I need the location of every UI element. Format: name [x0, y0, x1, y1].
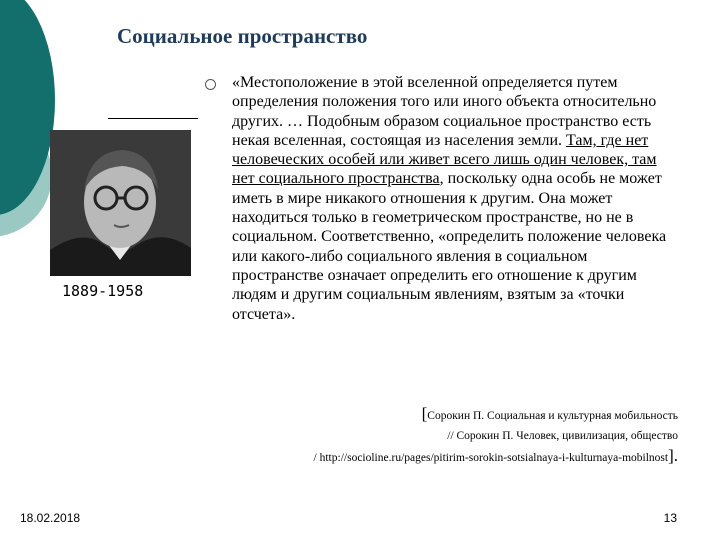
quote-part-2: , поскольку одна особь не может иметь в мире никакого отношения к другим. Она может находиться только в геометрическом пространстве, но не в социальном. Соответственно, «определить положение человека или какого-либо социального явления в социальном пространстве означает определить его отношение к другим людям и другим социальным явлениям, взятым за «точки отсчета». [232, 170, 667, 323]
citation-text-1: Сорокин П. Социальная и культурная мобильность [427, 410, 678, 422]
page-number: 13 [663, 511, 677, 525]
portrait-years: 1889-1958 [62, 282, 144, 300]
portrait-photo [50, 130, 191, 276]
citation [190, 404, 678, 468]
divider-line [108, 118, 198, 119]
quote-underlined: Там, где нет человеческих особей или живет всего лишь один человек, там нет социального пространства [232, 131, 657, 188]
citation-link: / http://socioline.ru/pages/pitirim-sorokin-sotsialnaya-i-kulturnaya-mobilnost [313, 452, 669, 464]
citation-open-bracket: [ [421, 404, 428, 423]
citation-line-3 [190, 446, 678, 468]
citation-line-2: // Сорокин П. Человек, цивилизация, общество [447, 430, 678, 442]
citation-line-1 [190, 404, 678, 426]
footer-date: 18.02.2018 [20, 511, 81, 525]
citation-close-bracket: ]. [668, 446, 678, 465]
bullet-marker [205, 79, 216, 90]
slide-title: Социальное пространство [117, 24, 368, 48]
quote-text [232, 73, 677, 324]
quote-part-1: «Местоположение в этой вселенной определяется путем определения положения того или иного объекта относительно других. … Подобным образом социальное пространство есть некая вселенная, состоящая из населения земли. [232, 74, 657, 149]
